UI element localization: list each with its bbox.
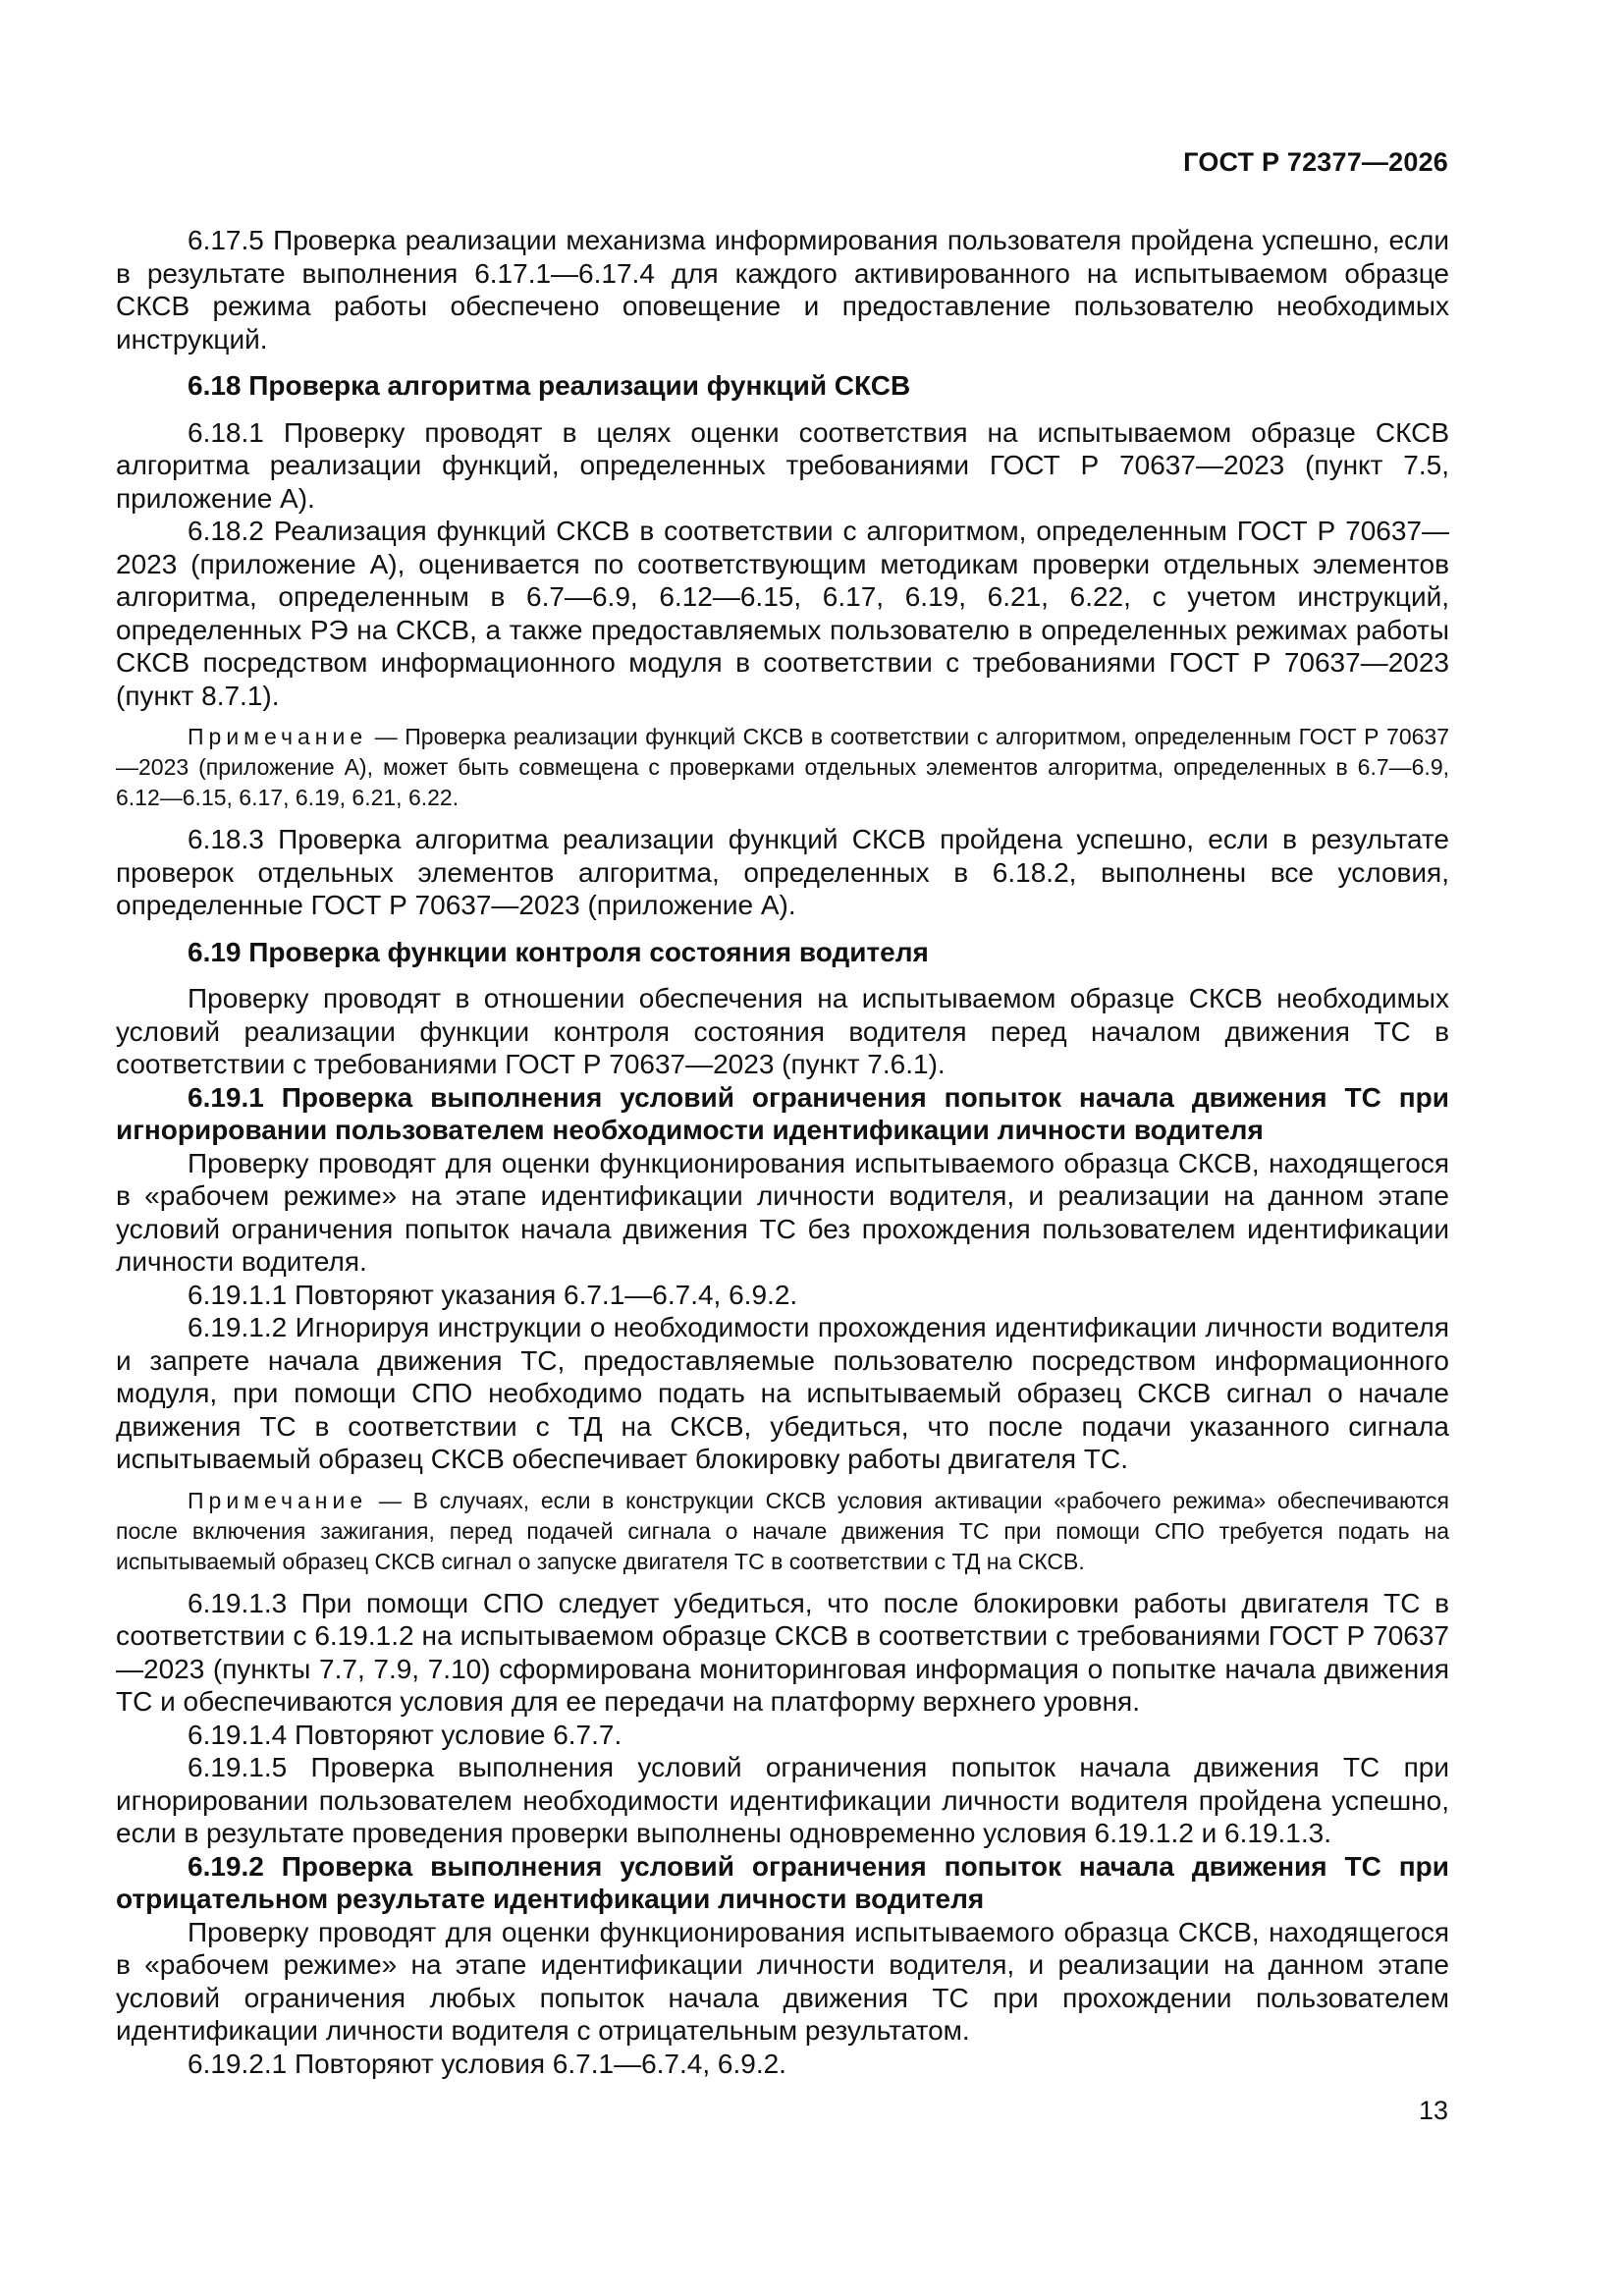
note-label: Примечание: [188, 1487, 368, 1513]
paragraph-6-17-5: 6.17.5 Проверка реализации механизма информирования пользователя пройдена успешно, если в результате выполнения 6.17.1—6.17.4 для каждого активированного на испытываемом образце СКСВ режима работы обеспечено оповещение и предоставление пользователю необходимых инструкций.: [116, 225, 1449, 355]
paragraph-6-18-2: 6.18.2 Реализация функций СКСВ в соответствии с алгоритмом, определенным ГОСТ Р 70637—2023 (приложение А), оценивается по соответствующим методикам проверки отдельных элементов алгоритма, определенным в 6.7—6.9, 6.12—6.15, 6.17, 6.19, 6.21, 6.22, с учетом инструкций, определенных РЭ на СКСВ, а также предоставляемых пользователю в определенных режимах работы СКСВ посредством информационного модуля в соответствии с требованиями ГОСТ Р 70637—2023 (пункт 8.7.1).: [116, 516, 1449, 711]
paragraph-6-19-1-2: 6.19.1.2 Игнорируя инструкции о необходимости прохождения идентификации личности водителя и запрете начала движения ТС, предоставляемые пользователю посредством информационного модуля, при помощи СПО необходимо подать на испытываемый образец СКСВ сигнал о начале движения ТС в соответствии с ТД на СКСВ, убедиться, что после подачи указанного сигнала испытываемый образец СКСВ обеспечивает блокировку работы двигателя ТС.: [116, 1312, 1449, 1474]
note-2: [116, 1486, 1449, 1577]
paragraph-6-19-1-intro: Проверку проводят для оценки функционирования испытываемого образца СКСВ, находящегося в «рабочем режиме» на этапе идентификации личности водителя, и реализации на данном этапе условий ограничения попыток начала движения ТС без прохождения пользователем идентификации личности водителя.: [116, 1147, 1449, 1277]
paragraph-6-19-1-3: 6.19.1.3 При помощи СПО следует убедиться, что после блокировки работы двигателя ТС в соответствии с 6.19.1.2 на испытываемом образце СКСВ в соответствии с требованиями ГОСТ Р 70637—2023 (пункты 7.7, 7.9, 7.10) сформирована мониторинговая информация о попытке начала движения ТС и обеспечиваются условия для ее передачи на платформу верхнего уровня.: [116, 1587, 1449, 1717]
paragraph-6-19-1-1: 6.19.1.1 Повторяют указания 6.7.1—6.7.4, 6.9.2.: [188, 1279, 798, 1310]
paragraph-6-19-intro: Проверку проводят в отношении обеспечения на испытываемом образце СКСВ необходимых условий реализации функции контроля состояния водителя перед началом движения ТС в соответствии с требованиями ГОСТ Р 70637—2023 (пункт 7.6.1).: [116, 983, 1449, 1079]
note-text: — Проверка реализации функций СКСВ в соответствии с алгоритмом, определенным ГОСТ Р 70637—2023 (приложение А), может быть совмещена с проверками отдельных элементов алгоритма, определенных в 6.7—6.9, 6.12—6.15, 6.17, 6.19, 6.21, 6.22.: [116, 724, 1449, 810]
paragraph-6-19-2-1: 6.19.2.1 Повторяют условия 6.7.1—6.7.4, 6.9.2.: [188, 2048, 786, 2079]
paragraph-6-19-2-intro: Проверку проводят для оценки функционирования испытываемого образца СКСВ, находящегося в «рабочем режиме» на этапе идентификации личности водителя, и реализации на данном этапе условий ограничения любых попыток начала движения ТС при прохождении пользователем идентификации личности водителя с отрицательным результатом.: [116, 1916, 1449, 2046]
paragraph-6-19-1-4: 6.19.1.4 Повторяют условие 6.7.7.: [188, 1719, 622, 1750]
document-code: ГОСТ Р 72377—2026: [1183, 147, 1448, 177]
paragraph-6-18-3: 6.18.3 Проверка алгоритма реализации функций СКСВ пройдена успешно, если в результате проверок отдельных элементов алгоритма, определенных в 6.18.2, выполнены все условия, определенные ГОСТ Р 70637—2023 (приложение А).: [116, 824, 1449, 920]
note-text: — В случаях, если в конструкции СКСВ условия активации «рабочего режима» обеспечиваются после включения зажигания, перед подачей сигнала о начале движения ТС при помощи СПО требуется подать на испытываемый образец СКСВ сигнал о запуске двигателя ТС в соответствии с ТД на СКСВ.: [116, 1487, 1449, 1574]
note-1: [116, 722, 1449, 813]
heading-6-19: 6.19 Проверка функции контроля состояния водителя: [188, 936, 929, 967]
heading-6-19-2: 6.19.2 Проверка выполнения условий ограничения попыток начала движения ТС при отрицательном результате идентификации личности водителя: [116, 1850, 1449, 1914]
note-label: Примечание: [188, 724, 368, 749]
paragraph-6-19-1-5: 6.19.1.5 Проверка выполнения условий ограничения попыток начала движения ТС при игнорировании пользователем необходимости идентификации личности водителя пройдена успешно, если в результате проведения проверки выполнены одновременно условия 6.19.1.2 и 6.19.1.3.: [116, 1752, 1449, 1848]
document-body: [116, 224, 1449, 2080]
paragraph-6-18-1: 6.18.1 Проверку проводят в целях оценки соответствия на испытываемом образце СКСВ алгоритма реализации функций, определенных требованиями ГОСТ Р 70637—2023 (пункт 7.5, приложение А).: [116, 416, 1449, 514]
heading-6-19-1: 6.19.1 Проверка выполнения условий ограничения попыток начала движения ТС при игнорировании пользователем необходимости идентификации личности водителя: [116, 1081, 1449, 1145]
heading-6-18: 6.18 Проверка алгоритма реализации функций СКСВ: [188, 370, 911, 401]
page-number: 13: [1418, 2096, 1448, 2125]
